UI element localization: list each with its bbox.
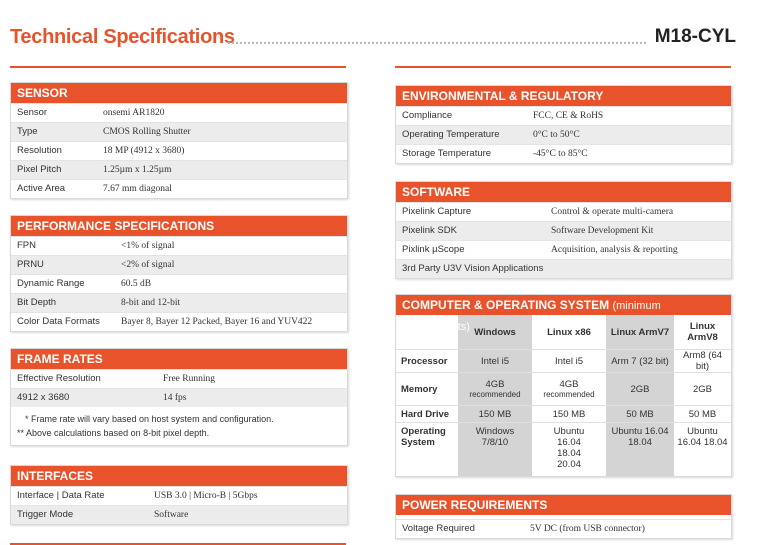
spec-row: [396, 221, 731, 240]
table-cell: 50 MB: [674, 406, 731, 423]
spec-value: Free Running: [163, 374, 215, 384]
spec-value: 8-bit and 12-bit: [121, 298, 181, 308]
table-cell: Intel i5: [532, 350, 606, 373]
spec-value: <1% of signal: [121, 241, 175, 251]
environmental-section: [395, 85, 732, 164]
footnote: ** Above calculations based on 8-bit pixel depth.: [17, 428, 210, 438]
spec-label: Operating Temperature: [402, 129, 500, 140]
spec-label: Storage Temperature: [402, 148, 492, 159]
table-cell: 2GB: [674, 373, 731, 406]
software-section: [395, 181, 732, 279]
spec-value: USB 3.0 | Micro-B | 5Gbps: [154, 491, 258, 501]
spec-row: [11, 486, 347, 505]
spec-row: [11, 103, 347, 122]
section-title-text: COMPUTER & OPERATING SYSTEM: [402, 298, 610, 312]
table-cell: [458, 373, 532, 406]
spec-row: [11, 255, 347, 274]
col-linux-x86: Linux x86: [547, 326, 591, 338]
spec-value: 7.67 mm diagonal: [103, 184, 172, 194]
spec-value: onsemi AR1820: [103, 108, 165, 118]
section-title: SOFTWARE: [396, 182, 731, 202]
spec-row: [396, 259, 731, 278]
spec-value: -45°C to 85°C: [533, 149, 588, 159]
spec-label: Pixel Pitch: [17, 164, 62, 175]
spec-row: [11, 312, 347, 331]
spec-label: FPN: [17, 240, 36, 251]
table-row: [396, 423, 731, 477]
spec-value: 18 MP (4912 x 3680): [103, 146, 185, 156]
cell-note: recommended: [543, 390, 595, 399]
spec-value: FCC, CE & RoHS: [533, 111, 604, 121]
table-cell: 2GB: [606, 373, 674, 406]
spec-row: [11, 388, 347, 407]
interfaces-section: [10, 465, 348, 525]
sensor-section: [10, 82, 348, 199]
spec-label: Active Area: [17, 183, 66, 194]
cell-value: 4GB: [559, 379, 579, 390]
spec-row: [11, 274, 347, 293]
spec-value: Bayer 8, Bayer 12 Packed, Bayer 16 and YUV422: [121, 317, 313, 327]
table-cell: Ubuntu 16.04 18.04: [674, 423, 731, 477]
col-linux-armv8: Linux ArmV8: [687, 321, 718, 343]
spec-value: Control & operate multi-camera: [551, 207, 674, 217]
spec-row: [11, 293, 347, 312]
spec-label: 4912 x 3680: [17, 392, 70, 403]
spec-row: [11, 179, 347, 198]
cell-value: 4GB: [485, 379, 505, 390]
table-row: [396, 373, 731, 406]
section-title: INTERFACES: [11, 466, 347, 486]
spec-label: 3rd Party U3V Vision Applications: [402, 263, 544, 274]
table-cell: Ubuntu 16.04 18.04: [606, 423, 674, 477]
spec-label: Voltage Required: [402, 523, 475, 534]
spec-value: 14 fps: [163, 393, 187, 403]
spec-label: Pixlink µScope: [402, 244, 465, 255]
spec-label: Trigger Mode: [17, 509, 74, 520]
right-divider: [395, 66, 731, 68]
spec-row: [396, 106, 731, 125]
spec-value: Software: [154, 510, 189, 520]
spec-label: PRNU: [17, 259, 44, 270]
spec-row: [396, 519, 731, 538]
col-windows: Windows: [458, 315, 532, 350]
table-row: [396, 350, 731, 373]
spec-label: Compliance: [402, 110, 453, 121]
row-label: Hard Drive: [396, 406, 458, 423]
spec-row: [11, 236, 347, 255]
spec-value: CMOS Rolling Shutter: [103, 127, 191, 137]
col-linux-armv7: Linux ArmV7: [606, 315, 674, 350]
spec-row: [11, 505, 347, 524]
table-cell: 50 MB: [606, 406, 674, 423]
table-row: [396, 406, 731, 423]
section-title: POWER REQUIREMENTS: [396, 495, 731, 515]
footnote: * Frame rate will vary based on host system and configuration.: [25, 414, 274, 424]
spec-label: Sensor: [17, 107, 48, 118]
model-name: M18-CYL: [654, 26, 736, 47]
table-cell: Ubuntu 16.04 18.04 20.04: [532, 423, 606, 477]
row-label: Operating System: [396, 423, 458, 477]
spec-label: Effective Resolution: [17, 373, 101, 384]
spec-label: Dynamic Range: [17, 278, 85, 289]
table-cell: Windows 7/8/10: [458, 423, 532, 477]
table-cell: 150 MB: [532, 406, 606, 423]
spec-label: Color Data Formats: [17, 316, 100, 327]
section-title: SENSOR: [11, 83, 347, 103]
spec-label: Pixelink Capture: [402, 206, 472, 217]
frame-rates-section: [10, 348, 348, 446]
spec-row: [396, 240, 731, 259]
spec-label: Pixelink SDK: [402, 225, 457, 236]
spec-value: <2% of signal: [121, 260, 175, 270]
row-label: Processor: [396, 350, 458, 373]
spec-row: [11, 122, 347, 141]
spec-value: 60.5 dB: [121, 279, 152, 289]
section-title: PERFORMANCE SPECIFICATIONS: [11, 216, 347, 236]
spec-row: [11, 369, 347, 388]
spec-value: 1.25µm x 1.25µm: [103, 165, 172, 175]
spec-label: Resolution: [17, 145, 62, 156]
title-dot-leader: [228, 42, 646, 44]
table-cell: Intel i5: [458, 350, 532, 373]
os-requirements-table: [396, 315, 731, 476]
spec-row: [396, 202, 731, 221]
left-divider: [10, 66, 346, 68]
performance-section: [10, 215, 348, 332]
computer-os-section: [395, 294, 732, 477]
spec-row: [11, 160, 347, 179]
cell-note: recommended: [469, 390, 521, 399]
spec-value: 5V DC (from USB connector): [530, 524, 645, 534]
section-title: FRAME RATES: [11, 349, 347, 369]
spec-row: [396, 125, 731, 144]
spec-label: Bit Depth: [17, 297, 57, 308]
spec-label: Interface | Data Rate: [17, 490, 105, 501]
section-subtitle: (minimum requirements): [402, 300, 661, 333]
spec-value: Acquisition, analysis & reporting: [551, 245, 678, 255]
spec-label: Type: [17, 126, 38, 137]
spec-value: Software Development Kit: [551, 226, 654, 236]
spec-row: [11, 141, 347, 160]
row-label: Memory: [396, 373, 458, 406]
power-section: [395, 494, 732, 539]
table-cell: Arm8 (64 bit): [674, 350, 731, 373]
section-title: ENVIRONMENTAL & REGULATORY: [396, 86, 731, 106]
table-cell: [532, 373, 606, 406]
spec-row: [396, 144, 731, 163]
table-cell: Arm 7 (32 bit): [606, 350, 674, 373]
spec-value: 0°C to 50°C: [533, 130, 580, 140]
table-cell: 150 MB: [458, 406, 532, 423]
page-title: Technical Specifications: [10, 26, 235, 48]
